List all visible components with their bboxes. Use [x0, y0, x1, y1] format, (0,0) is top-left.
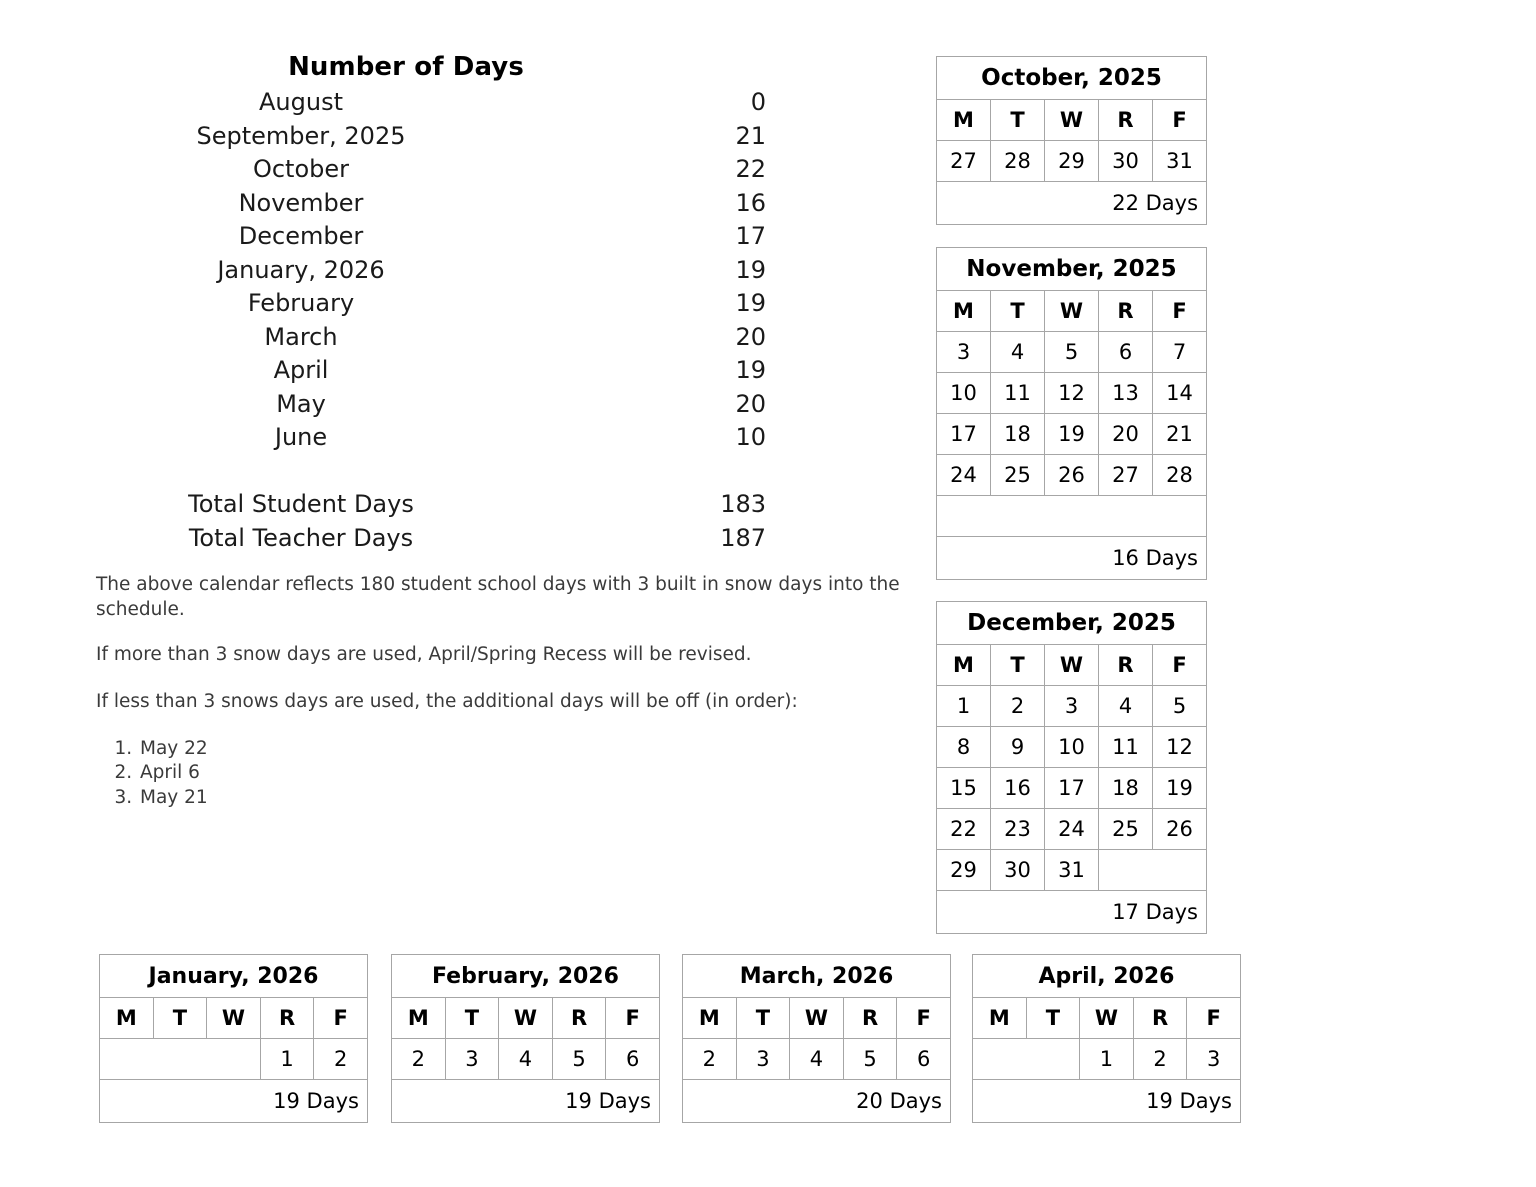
calendar-day-cell[interactable]: 20 [1099, 414, 1153, 455]
calendar-day-cell[interactable]: 24 [1045, 809, 1099, 850]
calendar-day-cell[interactable]: 26 [1045, 455, 1099, 496]
summary-month-days: 0 [750, 88, 766, 116]
calendar-november-2025 [936, 247, 1207, 580]
calendar-total-row [100, 1080, 368, 1123]
calendar-dow-row [683, 998, 951, 1039]
calendar-day-cell[interactable]: 5 [552, 1039, 606, 1080]
calendar-week-row [937, 686, 1207, 727]
summary-row [96, 356, 916, 390]
calendar-empty-cell [100, 1039, 261, 1080]
calendar-day-cell[interactable]: 4 [790, 1039, 844, 1080]
calendar-day-cell[interactable]: 13 [1099, 373, 1153, 414]
dow-wednesday: W [1045, 645, 1099, 686]
dow-thursday: R [843, 998, 897, 1039]
summary-month-days: 19 [735, 289, 766, 317]
calendar-day-cell[interactable]: 3 [445, 1039, 499, 1080]
calendar-day-cell[interactable]: 3 [1045, 686, 1099, 727]
calendar-week-row [937, 373, 1207, 414]
dow-friday: F [897, 998, 951, 1039]
dow-thursday: R [260, 998, 314, 1039]
calendar-title-row [683, 955, 951, 998]
summary-month-days: 19 [735, 255, 766, 284]
calendar-day-cell[interactable]: 23 [991, 809, 1045, 850]
summary-row [96, 256, 916, 290]
dow-friday: F [1153, 291, 1207, 332]
summary-month-rows [96, 88, 916, 457]
calendar-day-cell[interactable]: 29 [1045, 141, 1099, 182]
summary-row [96, 88, 916, 122]
calendar-title: January, 2026 [100, 955, 368, 998]
calendar-day-cell[interactable]: 6 [897, 1039, 951, 1080]
calendar-week-row [973, 1039, 1241, 1080]
calendar-day-cell[interactable]: 18 [1099, 768, 1153, 809]
calendar-title-row [100, 955, 368, 998]
calendar-title: April, 2026 [973, 955, 1241, 998]
calendar-day-cell[interactable]: 8 [937, 727, 991, 768]
calendar-day-cell[interactable]: 19 [1153, 768, 1207, 809]
summary-month-days: 16 [735, 188, 766, 217]
calendar-week-row [937, 414, 1207, 455]
dow-wednesday: W [1045, 291, 1099, 332]
calendar-day-cell[interactable]: 1 [937, 686, 991, 727]
calendar-total-row [937, 182, 1207, 225]
dow-thursday: R [1099, 645, 1153, 686]
summary-month-label: June [274, 423, 328, 451]
summary-month-days: 17 [735, 222, 766, 250]
dow-friday: F [314, 998, 368, 1039]
calendar-title: March, 2026 [683, 955, 951, 998]
calendar-day-cell[interactable]: 14 [1153, 373, 1207, 414]
calendar-day-cell[interactable]: 19 [1045, 414, 1099, 455]
calendar-dow-row [392, 998, 660, 1039]
calendar-day-cell[interactable]: 5 [1045, 332, 1099, 373]
dow-thursday: R [552, 998, 606, 1039]
calendar-january-2026 [99, 954, 368, 1123]
summary-month-label: August [259, 88, 343, 116]
total-student-days-label: Total Student Days [188, 489, 414, 518]
calendar-dow-row [100, 998, 368, 1039]
calendar-week-row [100, 1039, 368, 1080]
summary-month-label: December [238, 222, 364, 250]
dow-tuesday: T [445, 998, 499, 1039]
calendar-day-cell[interactable]: 11 [1099, 727, 1153, 768]
calendar-week-row [392, 1039, 660, 1080]
calendar-day-cell[interactable]: 22 [937, 809, 991, 850]
total-student-days-value: 183 [720, 489, 766, 518]
calendar-day-cell[interactable]: 1 [1080, 1039, 1134, 1080]
calendar-day-cell[interactable]: 31 [1153, 141, 1207, 182]
summary-month-label: March [264, 322, 338, 351]
calendar-day-cell[interactable]: 12 [1045, 373, 1099, 414]
calendar-day-cell[interactable]: 6 [606, 1039, 660, 1080]
calendar-days-total: 19 Days [973, 1080, 1241, 1123]
calendar-title: October, 2025 [937, 57, 1207, 100]
dow-thursday: R [1099, 100, 1153, 141]
calendar-day-cell[interactable]: 4 [499, 1039, 553, 1080]
dow-wednesday: W [499, 998, 553, 1039]
summary-row [96, 155, 916, 189]
summary-row [96, 423, 916, 457]
calendar-day-cell[interactable]: 2 [314, 1039, 368, 1080]
snow-day-order-list [96, 737, 908, 810]
summary-row [96, 222, 916, 256]
dow-monday: M [683, 998, 737, 1039]
dow-monday: M [937, 291, 991, 332]
calendar-october-2025 [936, 56, 1207, 225]
summary-month-label: May [276, 389, 326, 418]
dow-thursday: R [1133, 998, 1187, 1039]
summary-month-days: 20 [735, 322, 766, 351]
calendar-empty-cell [1099, 850, 1207, 891]
calendar-day-cell[interactable]: 29 [937, 850, 991, 891]
calendar-day-cell[interactable]: 12 [1153, 727, 1207, 768]
dow-friday: F [1153, 100, 1207, 141]
calendar-day-cell[interactable]: 6 [1099, 332, 1153, 373]
summary-row [96, 189, 916, 223]
calendar-february-2026 [391, 954, 660, 1123]
calendar-day-cell[interactable]: 24 [937, 455, 991, 496]
calendar-empty-cell [973, 1039, 1080, 1080]
summary-month-days: 22 [735, 155, 766, 183]
number-of-days-summary [96, 52, 916, 558]
calendar-days-total: 22 Days [937, 182, 1207, 225]
note-paragraph-3: If less than 3 snows days are used, the additional days will be off (in order): [96, 690, 798, 712]
total-teacher-days-label: Total Teacher Days [188, 523, 414, 552]
summary-month-label: November [238, 188, 364, 217]
calendar-title-row [937, 57, 1207, 100]
calendar-title-row [392, 955, 660, 998]
note-paragraph-2: If more than 3 snow days are used, April/Spring Recess will be revised. [96, 643, 752, 665]
list-item: 3. May 21 [138, 786, 908, 810]
calendar-day-cell[interactable]: 27 [937, 141, 991, 182]
calendar-title-row [937, 248, 1207, 291]
dow-monday: M [937, 100, 991, 141]
calendar-title: February, 2026 [392, 955, 660, 998]
calendar-april-2026 [972, 954, 1241, 1123]
summary-month-label: February [247, 289, 355, 317]
summary-month-label: January, 2026 [217, 255, 385, 284]
calendar-day-cell[interactable]: 2 [392, 1039, 446, 1080]
calendar-day-cell[interactable]: 11 [991, 373, 1045, 414]
dow-wednesday: W [1045, 100, 1099, 141]
dow-friday: F [606, 998, 660, 1039]
calendar-dow-row [937, 645, 1207, 686]
calendar-total-row [937, 537, 1207, 580]
calendar-title: December, 2025 [937, 602, 1207, 645]
summary-month-label: April [273, 356, 329, 384]
calendar-day-cell[interactable]: 25 [1099, 809, 1153, 850]
calendar-day-cell[interactable]: 10 [937, 373, 991, 414]
dow-monday: M [937, 645, 991, 686]
calendar-day-cell[interactable]: 28 [991, 141, 1045, 182]
calendar-days-total: 19 Days [392, 1080, 660, 1123]
calendar-dow-row [937, 100, 1207, 141]
calendar-week-row [937, 332, 1207, 373]
calendar-day-cell[interactable]: 2 [1133, 1039, 1187, 1080]
calendar-day-cell[interactable]: 30 [991, 850, 1045, 891]
calendar-day-cell[interactable]: 5 [1153, 686, 1207, 727]
note-paragraph-1: The above calendar reflects 180 student school days with 3 built in snow days into the schedule. [96, 574, 900, 620]
calendar-total-row [973, 1080, 1241, 1123]
total-student-days-row [96, 490, 916, 524]
calendar-day-cell[interactable]: 21 [1153, 414, 1207, 455]
dow-thursday: R [1099, 291, 1153, 332]
calendar-day-cell[interactable]: 26 [1153, 809, 1207, 850]
calendar-day-cell[interactable]: 15 [937, 768, 991, 809]
calendar-day-cell[interactable]: 28 [1153, 455, 1207, 496]
calendar-day-cell[interactable]: 25 [991, 455, 1045, 496]
calendar-day-cell[interactable]: 10 [1045, 727, 1099, 768]
calendar-day-cell[interactable]: 31 [1045, 850, 1099, 891]
calendar-days-total: 17 Days [937, 891, 1207, 934]
calendar-total-row [937, 891, 1207, 934]
calendar-days-total: 19 Days [100, 1080, 368, 1123]
calendar-title-row [973, 955, 1241, 998]
dow-tuesday: T [153, 998, 207, 1039]
dow-wednesday: W [1080, 998, 1134, 1039]
summary-title: Number of Days [288, 52, 524, 82]
calendar-december-2025 [936, 601, 1207, 934]
dow-friday: F [1153, 645, 1207, 686]
calendar-week-row [937, 768, 1207, 809]
total-teacher-days-value: 187 [720, 523, 766, 552]
summary-month-days: 21 [735, 121, 766, 150]
dow-tuesday: T [991, 291, 1045, 332]
summary-month-days: 10 [735, 423, 766, 451]
summary-totals [96, 490, 916, 558]
total-teacher-days-row [96, 524, 916, 558]
calendar-empty-cell [937, 496, 1207, 537]
dow-monday: M [392, 998, 446, 1039]
summary-row [96, 323, 916, 357]
calendar-dow-row [973, 998, 1241, 1039]
calendar-total-row [392, 1080, 660, 1123]
dow-tuesday: T [736, 998, 790, 1039]
summary-month-label: September, 2025 [196, 121, 406, 150]
calendar-day-cell[interactable]: 3 [937, 332, 991, 373]
calendar-day-cell[interactable]: 7 [1153, 332, 1207, 373]
calendar-day-cell[interactable]: 17 [937, 414, 991, 455]
summary-row [96, 122, 916, 156]
list-item: 2. April 6 [138, 761, 908, 785]
calendar-day-cell[interactable]: 3 [736, 1039, 790, 1080]
calendar-week-row [937, 727, 1207, 768]
calendar-day-cell[interactable]: 5 [843, 1039, 897, 1080]
calendar-days-total: 16 Days [937, 537, 1207, 580]
calendar-notes [96, 573, 908, 810]
calendar-day-cell[interactable]: 4 [1099, 686, 1153, 727]
calendar-day-cell[interactable]: 1 [260, 1039, 314, 1080]
calendar-week-row [683, 1039, 951, 1080]
calendar-day-cell[interactable]: 9 [991, 727, 1045, 768]
summary-month-label: October [252, 155, 350, 183]
dow-wednesday: W [790, 998, 844, 1039]
calendar-week-row [937, 455, 1207, 496]
summary-month-days: 20 [735, 389, 766, 418]
calendar-dow-row [937, 291, 1207, 332]
dow-wednesday: W [207, 998, 261, 1039]
calendar-day-cell[interactable]: 2 [991, 686, 1045, 727]
calendar-day-cell[interactable]: 4 [991, 332, 1045, 373]
calendar-week-row [937, 850, 1207, 891]
calendar-day-cell[interactable]: 27 [1099, 455, 1153, 496]
dow-tuesday: T [1026, 998, 1080, 1039]
calendar-title-row [937, 602, 1207, 645]
dow-monday: M [973, 998, 1027, 1039]
summary-row [96, 289, 916, 323]
calendar-day-cell[interactable]: 18 [991, 414, 1045, 455]
calendar-day-cell[interactable]: 30 [1099, 141, 1153, 182]
dow-tuesday: T [991, 100, 1045, 141]
calendar-march-2026 [682, 954, 951, 1123]
calendar-empty-week-row [937, 496, 1207, 537]
summary-month-days: 19 [735, 356, 766, 384]
calendar-title: November, 2025 [937, 248, 1207, 291]
list-item: 1. May 22 [138, 737, 908, 761]
calendar-days-total: 20 Days [683, 1080, 951, 1123]
summary-row [96, 390, 916, 424]
dow-tuesday: T [991, 645, 1045, 686]
calendar-day-cell[interactable]: 2 [683, 1039, 737, 1080]
calendar-week-row [937, 141, 1207, 182]
calendar-day-cell[interactable]: 3 [1187, 1039, 1241, 1080]
calendar-day-cell[interactable]: 16 [991, 768, 1045, 809]
calendar-week-row [937, 809, 1207, 850]
dow-friday: F [1187, 998, 1241, 1039]
calendar-day-cell[interactable]: 17 [1045, 768, 1099, 809]
calendar-total-row [683, 1080, 951, 1123]
dow-monday: M [100, 998, 154, 1039]
